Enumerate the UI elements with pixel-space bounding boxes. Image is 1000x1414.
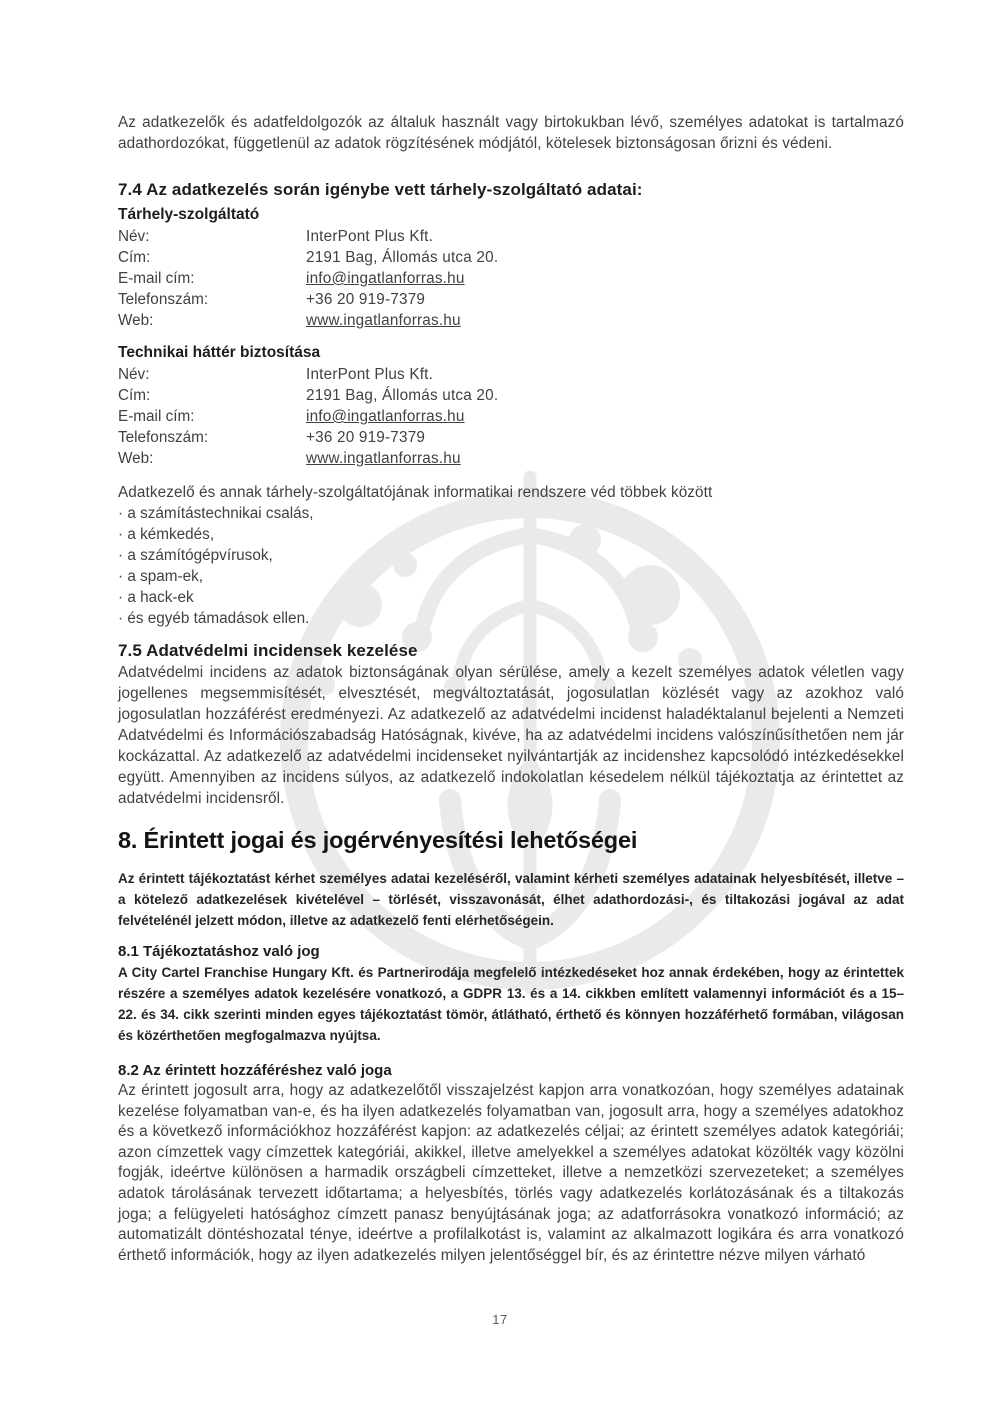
name-value: InterPont Plus Kft.: [306, 228, 434, 245]
page-content: [118, 0, 904, 1266]
list-item: · a számítástechnikai csalás,: [118, 505, 314, 522]
email-label: E-mail cím:: [118, 270, 195, 287]
page-number: 17: [492, 1312, 508, 1327]
contact-row-web: [118, 448, 904, 469]
contact-row-web: [118, 310, 904, 331]
section-8-heading: 8. Érintett jogai és jogérvényesítési lehetőségei: [118, 827, 638, 853]
hosting-provider-details: [118, 226, 904, 331]
section-7-5-body: Adatvédelmi incidens az adatok biztonságának olyan sérülése, amely a kezelt személyes adatok véletlen vagy jogellenes megsemmisítését, elvesztését, megváltoztatását, jogosulatlan közlését vagy az azokhoz való jogosulatlan hozzáférést eredményezi. Az adatkezelő az adatvédelmi incidenst haladéktalanul bejelenti a Nemzeti Adatvédelmi és Információszabadság Hatóságnak, kivéve, ha az adatvédelmi incidens valószínűsíthetően nem jár kockázattal. Az adatkezelő az adatvédelmi incidenseket nyilvántartják az incidenshez kapcsolódó intézkedésekkel együtt. Amennyiben az incidens súlyos, az adatkezelő indokolatlan késedelem nélkül tájékoztatja az érintettet az adatvédelmi incidensről.: [118, 664, 904, 807]
list-item: · és egyéb támadások ellen.: [118, 610, 310, 627]
phone-label: Telefonszám:: [118, 291, 209, 308]
name-label: Név:: [118, 366, 150, 383]
address-label: Cím:: [118, 249, 151, 266]
section-7-4-heading: 7.4 Az adatkezelés során igénybe vett tárhely-szolgáltató adatai:: [118, 180, 643, 199]
phone-label: Telefonszám:: [118, 429, 209, 446]
contact-row-phone: [118, 289, 904, 310]
web-link[interactable]: www.ingatlanforras.hu: [306, 312, 461, 329]
list-item: · a számítógépvírusok,: [118, 547, 273, 564]
section-8-2-heading: 8.2 Az érintett hozzáféréshez való joga: [118, 1062, 392, 1079]
contact-row-email: [118, 268, 904, 289]
name-value: InterPont Plus Kft.: [306, 366, 434, 383]
address-label: Cím:: [118, 387, 151, 404]
list-item: · a spam-ek,: [118, 568, 204, 585]
web-link[interactable]: www.ingatlanforras.hu: [306, 450, 461, 467]
web-label: Web:: [118, 450, 154, 467]
hosting-provider-title: Tárhely-szolgáltató: [118, 206, 260, 223]
section-8-intro: Az érintett tájékoztatást kérhet személyes adatai kezeléséről, valamint kérheti személyes adatainak helyesbítését, illetve – a kötelező adatkezelések kivételével – törlését, visszavonását, élhet adathordozási-, és tiltakozási jogával az adat felvételénél jelzett módon, illetve az adatkezelő fenti elérhetőségein.: [118, 871, 904, 928]
address-value: 2191 Bag, Állomás utca 20.: [306, 387, 499, 404]
section-7-5-heading: 7.5 Adatvédelmi incidensek kezelése: [118, 641, 418, 660]
section-8-1-body: A City Cartel Franchise Hungary Kft. és Partnerirodája megfelelő intézkedéseket hoz annak érdekében, hogy az érintettek részére a személyes adatok kezelésére vonatkozó, a GDPR 13. és a 14. cikkben említett valamennyi információt és a 15–22. és 34. cikk szerinti minden egyes tájékoztatást tömör, átlátható, érthető és könnyen hozzáférhető formában, világosan és közérthetően megfogalmazva nyújtsa.: [118, 965, 904, 1043]
email-label: E-mail cím:: [118, 408, 195, 425]
contact-row-address: [118, 247, 904, 268]
intro-paragraph: Az adatkezelők és adatfeldolgozók az általuk használt vagy birtokukban lévő, személyes adatokat is tartalmazó adathordozókat, függetlenül az adatok rögzítésének módjától, kötelesek biztonságosan őrizni és védeni.: [118, 114, 904, 152]
protection-list: [118, 503, 904, 629]
contact-row-name: [118, 364, 904, 385]
contact-row-address: [118, 385, 904, 406]
protection-lead: Adatkezelő és annak tárhely-szolgáltatójának informatikai rendszere véd többek között: [118, 484, 713, 501]
web-label: Web:: [118, 312, 154, 329]
technical-background-title: Technikai háttér biztosítása: [118, 344, 321, 361]
phone-value: +36 20 919-7379: [306, 429, 426, 446]
contact-row-name: [118, 226, 904, 247]
address-value: 2191 Bag, Állomás utca 20.: [306, 249, 499, 266]
section-8-1-heading: 8.1 Tájékoztatáshoz való jog: [118, 943, 320, 960]
contact-row-email: [118, 406, 904, 427]
email-link[interactable]: info@ingatlanforras.hu: [306, 408, 465, 425]
contact-row-phone: [118, 427, 904, 448]
list-item: · a kémkedés,: [118, 526, 215, 543]
phone-value: +36 20 919-7379: [306, 291, 426, 308]
section-8-2-body: Az érintett jogosult arra, hogy az adatkezelőtől visszajelzést kapjon arra vonatkozóan, hogy személyes adatainak kezelése folyamatban van-e, és ha ilyen adatkezelés folyamatban van, jogosult arra, hogy a személyes adatokhoz és a következő információkhoz hozzáférést kapjon: az adatkezelés céljai; az érintett személyes adatok kategóriái; azon címzettek vagy címzettek kategóriái, akikkel, illetve amelyekkel a személyes adatokat közölték vagy közölni fogják, ideértve különösen a harmadik országbeli címzetteket, illetve a nemzetközi szervezeteket; a személyes adatok tárolásának tervezett időtartama; a helyesbítés, törlés vagy adatkezelés korlátozásának és a tiltakozás joga; a felügyeleti hatósághoz címzett panasz benyújtásának joga; az adatforrásokra vonatkozó információ; az automatizált döntéshozatal ténye, ideértve a profilalkotást is, valamint az alkalmazott logikára és arra vonatkozó érthető információk, hogy az ilyen adatkezelés milyen jelentőséggel bír, és az érintettre nézve milyen várható: [118, 1082, 904, 1264]
technical-background-details: [118, 364, 904, 469]
email-link[interactable]: info@ingatlanforras.hu: [306, 270, 465, 287]
list-item: · a hack-ek: [118, 589, 194, 606]
name-label: Név:: [118, 228, 150, 245]
